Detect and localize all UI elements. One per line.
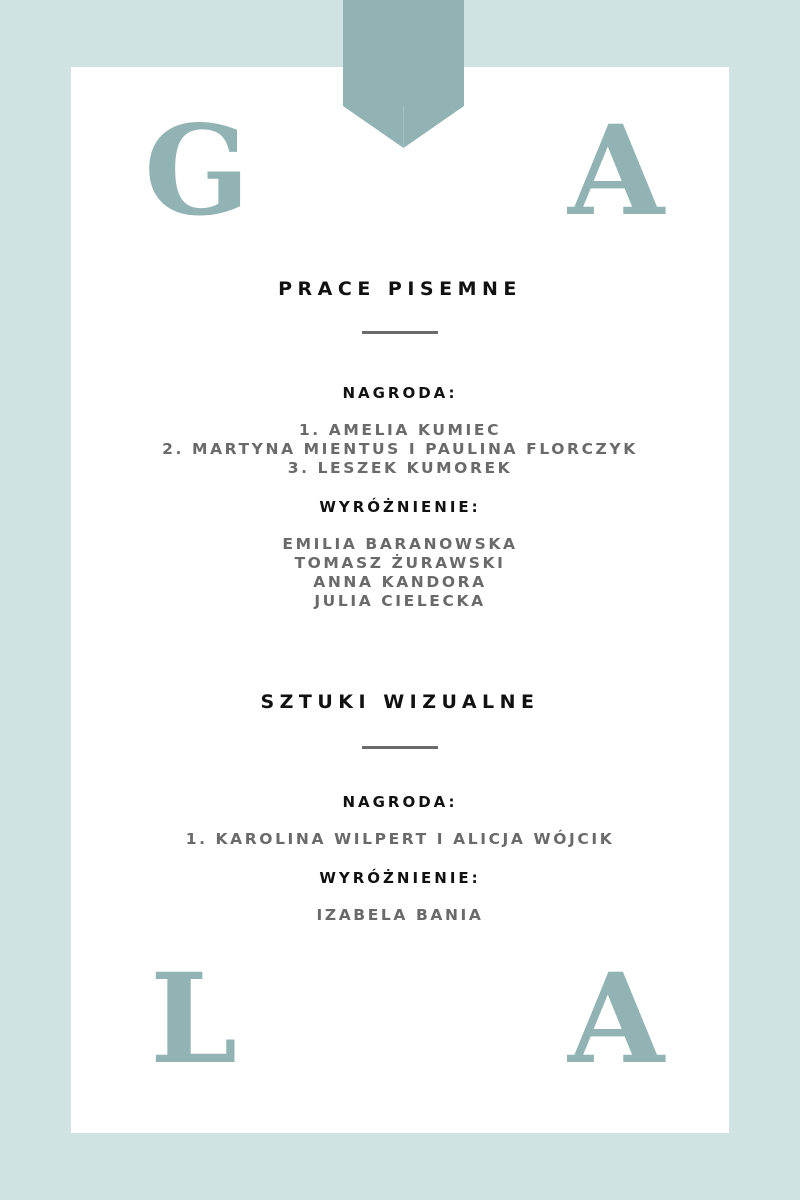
section-divider [362,746,438,749]
distinction-entry: ANNA KANDORA [313,573,487,591]
corner-letter-a-top: A [568,99,665,244]
award-entry: 1. KAROLINA WILPERT I ALICJA WÓJCIK [185,830,615,848]
bookmark-ribbon [343,0,464,148]
distinction-entry: TOMASZ ŻURAWSKI [294,554,506,572]
corner-letter-g: G [144,99,250,244]
section-heading-visual-arts: SZTUKI WIZUALNE [260,691,540,713]
distinction-entry: IZABELA BANIA [316,906,484,924]
distinction-label: WYRÓŻNIENIE: [319,869,481,887]
section-heading-written-works: PRACE PISEMNE [278,278,522,300]
award-label: NAGRODA: [342,793,458,811]
award-entry: 1. AMELIA KUMIEC [298,421,502,439]
award-entry: 3. LESZEK KUMOREK [287,459,513,477]
award-label: NAGRODA: [342,384,458,402]
distinction-entry: JULIA CIELECKA [314,592,486,610]
section-divider [362,331,438,334]
distinction-entry: EMILIA BARANOWSKA [282,535,518,553]
award-entry: 2. MARTYNA MIENTUS I PAULINA FLORCZYK [162,440,638,458]
distinction-label: WYRÓŻNIENIE: [319,498,481,516]
corner-letter-a-bottom: A [568,947,665,1092]
corner-letter-l: L [150,947,238,1092]
